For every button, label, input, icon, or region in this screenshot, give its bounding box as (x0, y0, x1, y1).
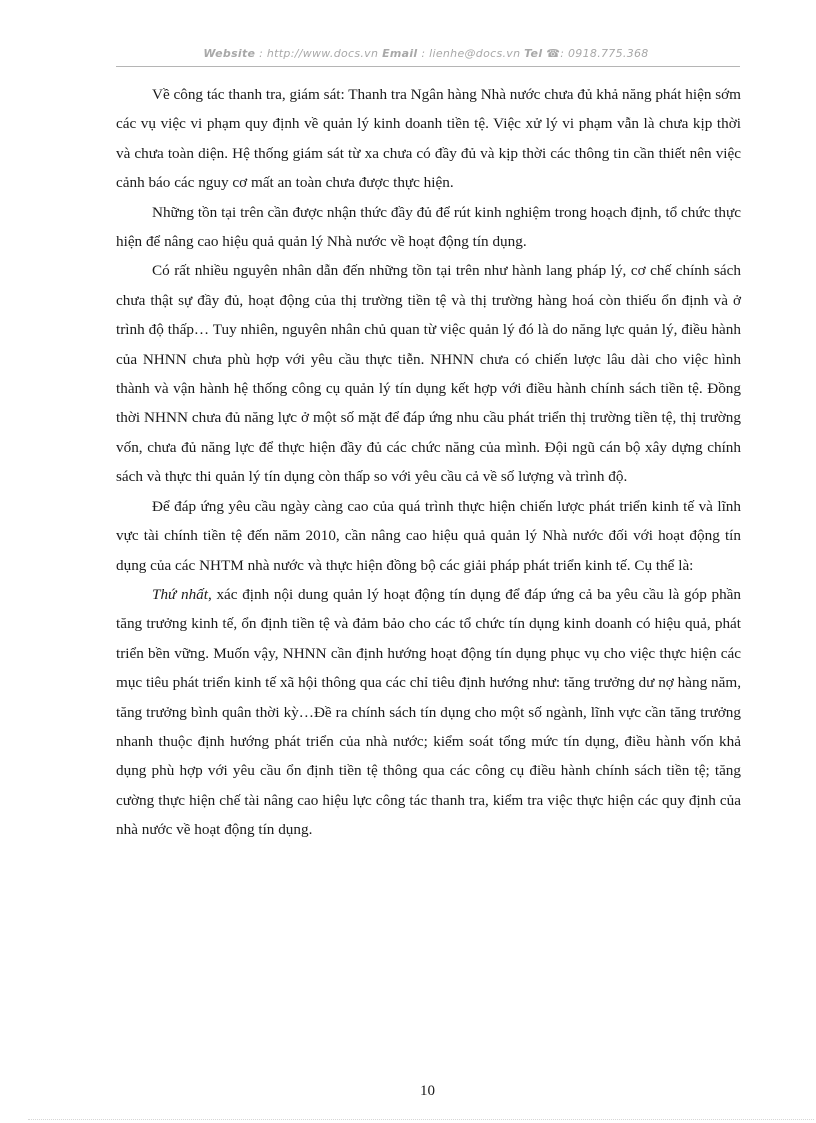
page-bottom-divider (28, 1119, 814, 1120)
paragraph-2: Những tồn tại trên cần được nhận thức đầy đủ để rút kinh nghiệm trong hoạch định, tổ chức thực hiện để nâng cao hiệu quả quản lý Nhà nước về hoạt động tín dụng. (116, 203, 741, 251)
tel-value: : 0918.775.368 (560, 47, 649, 60)
paragraph-5 (116, 580, 741, 845)
document-body (116, 80, 741, 845)
website-label: Website (203, 47, 256, 60)
paragraph-5-text: , xác định nội dung quản lý hoạt động tín dụng để đáp ứng cả ba yêu cầu là góp phần tăng trưởng kinh tế, ổn định tiền tệ và đảm bảo cho các tổ chức tín dụng kinh doanh có hiệu quả, phát triển bền vững. Muốn vậy, NHNN cần định hướng hoạt động tín dụng phục vụ cho việc thực hiện các mục tiêu phát triển kinh tế xã hội thông qua các chỉ tiêu định hướng như: tăng trưởng dư nợ hàng năm, tăng trưởng bình quân thời kỳ…Đề ra chính sách tín dụng cho một số ngành, lĩnh vực cần tăng trưởng nhanh thuộc định hướng phát triển của nhà nước; kiểm soát tổng mức tín dụng, điều hành vốn khả dụng phù hợp với yêu cầu ổn định tiền tệ thông qua các công cụ điều hành chính sách tiền tệ; tăng cường thực hiện chế tài nâng cao hiệu lực công tác thanh tra, kiểm tra việc thực hiện các quy định của nhà nước về hoạt động tín dụng. (116, 585, 741, 839)
page-header (116, 47, 736, 60)
paragraph-3: Có rất nhiều nguyên nhân dẫn đến những tồn tại trên như hành lang pháp lý, cơ chế chính sách chưa thật sự đầy đủ, hoạt động của thị trường tiền tệ và thị trường hàng hoá còn thiếu ổn định và ở trình độ thấp… Tuy nhiên, nguyên nhân chủ quan từ việc quản lý đó là do năng lực quản lý, điều hành của NHNN chưa phù hợp với yêu cầu thực tiễn. NHNN chưa có chiến lược lâu dài cho việc hình thành và vận hành hệ thống công cụ quản lý tín dụng kết hợp với điều hành chính sách tiền tệ. Đồng thời NHNN chưa đủ năng lực ở một số mặt để đáp ứng nhu cầu phát triển thị trường tiền tệ, thị trường vốn, chưa đủ năng lực để thực hiện đầy đủ các chức năng của mình. Đội ngũ cán bộ xây dựng chính sách và thực thi quản lý tín dụng còn thấp so với yêu cầu cả về số lượng và trình độ. (116, 262, 741, 486)
header-divider (116, 66, 740, 67)
website-value: : http://www.docs.vn (259, 47, 379, 60)
paragraph-4: Để đáp ứng yêu cầu ngày càng cao của quá trình thực hiện chiến lược phát triển kinh tế và lĩnh vực tài chính tiền tệ đến năm 2010, cần nâng cao hiệu quả quản lý Nhà nước đối với hoạt động tín dụng của các NHTM nhà nước và thực hiện đồng bộ các giải pháp phát triển kinh tế. Cụ thể là: (116, 497, 741, 574)
email-value: : lienhe@docs.vn (421, 47, 521, 60)
phone-icon: ☎ (546, 47, 561, 60)
tel-label: Tel (524, 47, 543, 60)
paragraph-5-lead: Thứ nhất (152, 585, 208, 603)
page-number: 10 (420, 1083, 435, 1099)
email-label: Email (382, 47, 418, 60)
paragraph-1: Về công tác thanh tra, giám sát: Thanh tra Ngân hàng Nhà nước chưa đủ khả năng phát hiện sớm các vụ việc vi phạm quy định về quản lý kinh doanh tiền tệ. Việc xử lý vi phạm vẫn là chưa kịp thời và chưa toàn diện. Hệ thống giám sát từ xa chưa có đầy đủ và kịp thời các thông tin cần thiết nên việc cảnh báo các nguy cơ mất an toàn chưa được thực hiện. (116, 86, 741, 192)
